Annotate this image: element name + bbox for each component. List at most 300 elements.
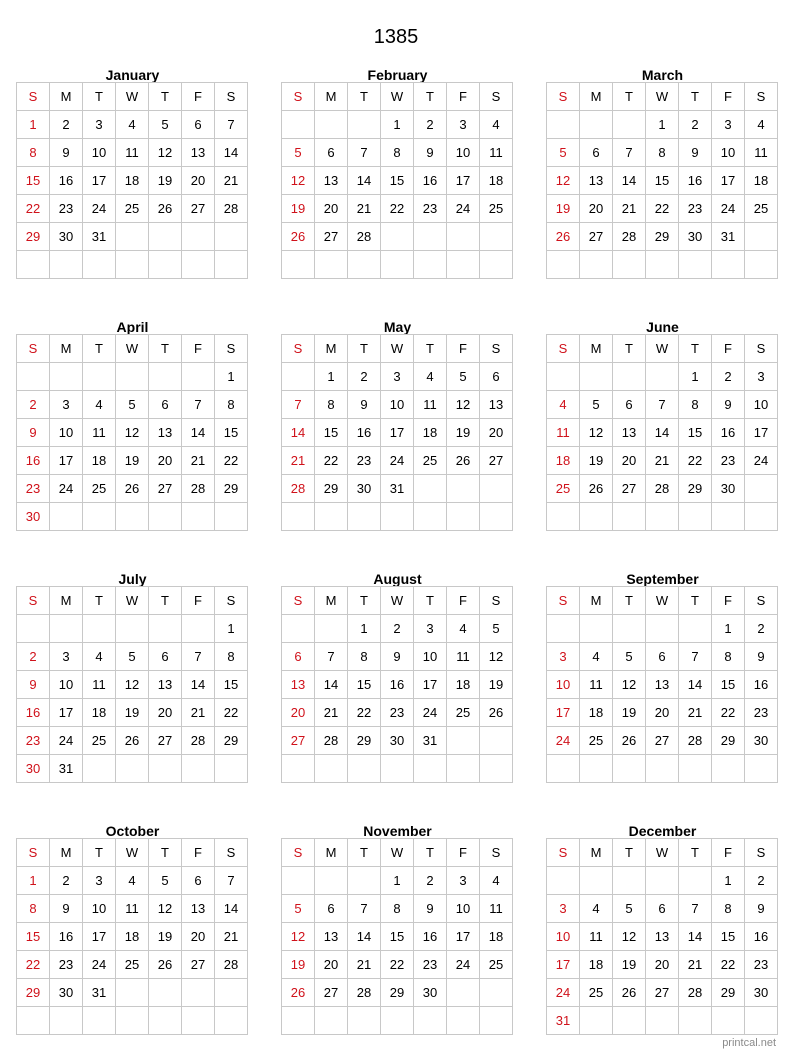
day-cell: 1 <box>215 615 248 643</box>
month-name: June <box>646 319 679 335</box>
weekday-header: W <box>116 335 149 363</box>
day-cell: 1 <box>646 111 679 139</box>
day-cell: 9 <box>348 391 381 419</box>
day-cell: 17 <box>712 167 745 195</box>
day-cell: 1 <box>348 615 381 643</box>
empty-day-cell <box>182 1007 215 1035</box>
month-table <box>546 334 778 531</box>
day-cell: 1 <box>381 867 414 895</box>
day-cell: 26 <box>116 727 149 755</box>
month-table <box>546 586 778 783</box>
day-cell: 18 <box>414 419 447 447</box>
month-table <box>281 334 513 531</box>
week-row <box>547 671 778 699</box>
day-cell: 30 <box>50 223 83 251</box>
empty-day-cell <box>83 615 116 643</box>
weekday-header: S <box>17 839 50 867</box>
day-cell: 23 <box>679 195 712 223</box>
day-cell: 30 <box>414 979 447 1007</box>
weekday-header: F <box>447 83 480 111</box>
empty-day-cell <box>182 223 215 251</box>
empty-day-cell <box>116 363 149 391</box>
weekday-header: T <box>83 335 116 363</box>
empty-day-cell <box>547 363 580 391</box>
day-cell: 31 <box>83 979 116 1007</box>
empty-day-cell <box>447 979 480 1007</box>
day-cell: 8 <box>381 139 414 167</box>
empty-day-cell <box>745 755 778 783</box>
day-cell: 1 <box>315 363 348 391</box>
day-cell: 5 <box>447 363 480 391</box>
day-cell: 25 <box>83 475 116 503</box>
weekday-header: S <box>745 839 778 867</box>
day-cell: 9 <box>745 643 778 671</box>
day-cell: 22 <box>215 699 248 727</box>
day-cell: 8 <box>215 391 248 419</box>
day-cell: 15 <box>348 671 381 699</box>
weekday-header: M <box>580 587 613 615</box>
day-cell: 29 <box>712 727 745 755</box>
week-row <box>282 1007 513 1035</box>
empty-day-cell <box>447 1007 480 1035</box>
day-cell: 5 <box>613 895 646 923</box>
day-cell: 2 <box>50 111 83 139</box>
day-cell: 30 <box>17 503 50 531</box>
week-row <box>282 643 513 671</box>
empty-day-cell <box>414 1007 447 1035</box>
day-cell: 6 <box>282 643 315 671</box>
weekday-header: F <box>182 587 215 615</box>
day-cell: 22 <box>646 195 679 223</box>
day-cell: 17 <box>381 419 414 447</box>
week-row <box>547 503 778 531</box>
day-cell: 4 <box>480 867 513 895</box>
empty-day-cell <box>83 755 116 783</box>
day-cell: 20 <box>580 195 613 223</box>
day-cell: 4 <box>447 615 480 643</box>
weekday-header: T <box>414 587 447 615</box>
empty-day-cell <box>116 755 149 783</box>
day-cell: 10 <box>547 671 580 699</box>
day-cell: 1 <box>712 867 745 895</box>
day-cell: 13 <box>315 167 348 195</box>
week-row <box>17 643 248 671</box>
empty-day-cell <box>580 615 613 643</box>
empty-day-cell <box>315 615 348 643</box>
day-cell: 27 <box>580 223 613 251</box>
weekday-header: T <box>83 839 116 867</box>
empty-day-cell <box>381 503 414 531</box>
day-cell: 21 <box>282 447 315 475</box>
weekday-header: T <box>348 83 381 111</box>
day-cell: 30 <box>381 727 414 755</box>
day-cell: 18 <box>580 951 613 979</box>
empty-day-cell <box>215 979 248 1007</box>
weekday-header: M <box>315 335 348 363</box>
day-cell: 23 <box>348 447 381 475</box>
day-cell: 10 <box>447 139 480 167</box>
day-cell: 13 <box>480 391 513 419</box>
weekday-header: S <box>215 839 248 867</box>
day-cell: 10 <box>83 139 116 167</box>
day-cell: 15 <box>315 419 348 447</box>
day-cell: 16 <box>50 923 83 951</box>
day-cell: 16 <box>414 923 447 951</box>
month-name: October <box>105 823 160 839</box>
day-cell: 24 <box>712 195 745 223</box>
week-row <box>17 867 248 895</box>
day-cell: 21 <box>613 195 646 223</box>
day-cell: 13 <box>580 167 613 195</box>
day-cell: 19 <box>149 167 182 195</box>
week-row <box>282 979 513 1007</box>
day-cell: 2 <box>745 615 778 643</box>
week-row <box>547 923 778 951</box>
day-cell: 12 <box>116 671 149 699</box>
weekday-header: S <box>282 839 315 867</box>
day-cell: 14 <box>282 419 315 447</box>
day-cell: 19 <box>613 951 646 979</box>
day-cell: 2 <box>17 391 50 419</box>
day-cell: 27 <box>315 979 348 1007</box>
day-cell: 27 <box>315 223 348 251</box>
weekday-header: F <box>447 335 480 363</box>
day-cell: 25 <box>116 951 149 979</box>
week-row <box>17 111 248 139</box>
empty-day-cell <box>480 727 513 755</box>
week-row <box>282 755 513 783</box>
day-cell: 5 <box>282 895 315 923</box>
empty-day-cell <box>745 251 778 279</box>
weekday-header: T <box>414 839 447 867</box>
day-cell: 21 <box>679 699 712 727</box>
week-row <box>17 951 248 979</box>
month-name: November <box>363 823 432 839</box>
month-table <box>546 82 778 279</box>
empty-day-cell <box>149 1007 182 1035</box>
day-cell: 26 <box>282 223 315 251</box>
empty-day-cell <box>414 251 447 279</box>
day-cell: 30 <box>17 755 50 783</box>
day-cell: 20 <box>282 699 315 727</box>
day-cell: 12 <box>580 419 613 447</box>
month-table <box>546 838 778 1035</box>
day-cell: 19 <box>613 699 646 727</box>
day-cell: 21 <box>679 951 712 979</box>
day-cell: 26 <box>613 727 646 755</box>
week-row <box>547 1007 778 1035</box>
empty-day-cell <box>447 727 480 755</box>
day-cell: 9 <box>50 139 83 167</box>
day-cell: 17 <box>447 167 480 195</box>
day-cell: 9 <box>50 895 83 923</box>
day-cell: 14 <box>679 671 712 699</box>
empty-day-cell <box>712 755 745 783</box>
day-cell: 3 <box>447 867 480 895</box>
day-cell: 18 <box>480 167 513 195</box>
day-cell: 8 <box>17 895 50 923</box>
week-row <box>547 363 778 391</box>
day-cell: 15 <box>17 923 50 951</box>
day-cell: 25 <box>480 195 513 223</box>
day-cell: 30 <box>745 979 778 1007</box>
empty-day-cell <box>580 867 613 895</box>
day-cell: 20 <box>646 951 679 979</box>
weekday-header: S <box>17 587 50 615</box>
day-cell: 18 <box>745 167 778 195</box>
week-row <box>17 475 248 503</box>
weekday-header: F <box>712 335 745 363</box>
day-cell: 17 <box>414 671 447 699</box>
empty-day-cell <box>679 251 712 279</box>
day-cell: 29 <box>679 475 712 503</box>
empty-day-cell <box>282 867 315 895</box>
week-row <box>547 475 778 503</box>
weekday-header-row <box>17 587 248 615</box>
weekday-header: W <box>646 839 679 867</box>
weekday-header: T <box>679 839 712 867</box>
week-row <box>17 755 248 783</box>
day-cell: 28 <box>182 475 215 503</box>
day-cell: 17 <box>745 419 778 447</box>
month-table <box>16 82 248 279</box>
empty-day-cell <box>712 1007 745 1035</box>
week-row <box>282 923 513 951</box>
day-cell: 3 <box>547 895 580 923</box>
day-cell: 23 <box>50 195 83 223</box>
day-cell: 11 <box>116 139 149 167</box>
day-cell: 22 <box>17 951 50 979</box>
day-cell: 26 <box>613 979 646 1007</box>
day-cell: 9 <box>414 139 447 167</box>
weekday-header: S <box>547 587 580 615</box>
day-cell: 10 <box>50 671 83 699</box>
week-row <box>17 503 248 531</box>
day-cell: 7 <box>315 643 348 671</box>
empty-day-cell <box>613 867 646 895</box>
empty-day-cell <box>50 251 83 279</box>
weekday-header: S <box>547 839 580 867</box>
empty-day-cell <box>447 475 480 503</box>
month-name: March <box>641 67 684 83</box>
day-cell: 14 <box>215 895 248 923</box>
day-cell: 14 <box>679 923 712 951</box>
day-cell: 26 <box>447 447 480 475</box>
day-cell: 11 <box>116 895 149 923</box>
weekday-header: F <box>447 839 480 867</box>
day-cell: 8 <box>215 643 248 671</box>
day-cell: 10 <box>83 895 116 923</box>
day-cell: 9 <box>745 895 778 923</box>
day-cell: 31 <box>83 223 116 251</box>
week-row <box>282 167 513 195</box>
day-cell: 11 <box>83 671 116 699</box>
weekday-header: S <box>17 83 50 111</box>
empty-day-cell <box>83 251 116 279</box>
weekday-header: M <box>580 83 613 111</box>
day-cell: 5 <box>480 615 513 643</box>
empty-day-cell <box>149 615 182 643</box>
weekday-header: W <box>646 335 679 363</box>
week-row <box>282 895 513 923</box>
day-cell: 19 <box>447 419 480 447</box>
day-cell: 13 <box>646 671 679 699</box>
week-row <box>547 895 778 923</box>
day-cell: 10 <box>447 895 480 923</box>
weekday-header: T <box>613 839 646 867</box>
day-cell: 10 <box>50 419 83 447</box>
day-cell: 23 <box>414 195 447 223</box>
day-cell: 21 <box>348 195 381 223</box>
day-cell: 24 <box>381 447 414 475</box>
week-row <box>17 671 248 699</box>
empty-day-cell <box>116 979 149 1007</box>
empty-day-cell <box>480 475 513 503</box>
weekday-header: T <box>348 587 381 615</box>
day-cell: 18 <box>480 923 513 951</box>
day-cell: 13 <box>613 419 646 447</box>
day-cell: 5 <box>149 867 182 895</box>
day-cell: 19 <box>580 447 613 475</box>
day-cell: 3 <box>50 391 83 419</box>
day-cell: 11 <box>580 923 613 951</box>
day-cell: 27 <box>149 475 182 503</box>
empty-day-cell <box>547 755 580 783</box>
empty-day-cell <box>182 615 215 643</box>
week-row <box>547 867 778 895</box>
day-cell: 16 <box>745 923 778 951</box>
day-cell: 14 <box>348 923 381 951</box>
day-cell: 30 <box>679 223 712 251</box>
day-cell: 27 <box>282 727 315 755</box>
day-cell: 24 <box>50 475 83 503</box>
empty-day-cell <box>480 979 513 1007</box>
day-cell: 29 <box>215 727 248 755</box>
day-cell: 12 <box>480 643 513 671</box>
week-row <box>282 251 513 279</box>
day-cell: 11 <box>480 139 513 167</box>
empty-day-cell <box>613 251 646 279</box>
day-cell: 29 <box>315 475 348 503</box>
day-cell: 6 <box>182 867 215 895</box>
week-row <box>547 391 778 419</box>
day-cell: 19 <box>282 951 315 979</box>
empty-day-cell <box>613 615 646 643</box>
day-cell: 28 <box>215 195 248 223</box>
empty-day-cell <box>315 755 348 783</box>
empty-day-cell <box>679 503 712 531</box>
week-row <box>17 447 248 475</box>
day-cell: 20 <box>149 447 182 475</box>
empty-day-cell <box>480 223 513 251</box>
day-cell: 17 <box>447 923 480 951</box>
day-cell: 26 <box>480 699 513 727</box>
day-cell: 12 <box>282 167 315 195</box>
day-cell: 10 <box>547 923 580 951</box>
day-cell: 14 <box>613 167 646 195</box>
weekday-header: F <box>182 839 215 867</box>
empty-day-cell <box>182 251 215 279</box>
day-cell: 6 <box>646 895 679 923</box>
day-cell: 23 <box>17 475 50 503</box>
day-cell: 1 <box>679 363 712 391</box>
day-cell: 1 <box>381 111 414 139</box>
empty-day-cell <box>149 503 182 531</box>
week-row <box>547 223 778 251</box>
empty-day-cell <box>215 503 248 531</box>
day-cell: 2 <box>712 363 745 391</box>
day-cell: 16 <box>17 699 50 727</box>
empty-day-cell <box>83 1007 116 1035</box>
month-name: July <box>118 571 147 587</box>
day-cell: 3 <box>381 363 414 391</box>
day-cell: 8 <box>646 139 679 167</box>
day-cell: 1 <box>215 363 248 391</box>
weekday-header: T <box>679 83 712 111</box>
weekday-header: T <box>348 335 381 363</box>
empty-day-cell <box>215 755 248 783</box>
empty-day-cell <box>282 755 315 783</box>
empty-day-cell <box>646 755 679 783</box>
day-cell: 20 <box>315 951 348 979</box>
empty-day-cell <box>116 1007 149 1035</box>
week-row <box>17 979 248 1007</box>
week-row <box>17 139 248 167</box>
day-cell: 2 <box>414 867 447 895</box>
day-cell: 28 <box>282 475 315 503</box>
day-cell: 4 <box>414 363 447 391</box>
day-cell: 13 <box>315 923 348 951</box>
day-cell: 31 <box>547 1007 580 1035</box>
day-cell: 24 <box>547 979 580 1007</box>
empty-day-cell <box>712 251 745 279</box>
weekday-header-row <box>547 587 778 615</box>
week-row <box>17 727 248 755</box>
day-cell: 24 <box>414 699 447 727</box>
week-row <box>282 391 513 419</box>
day-cell: 8 <box>712 643 745 671</box>
week-row <box>282 475 513 503</box>
empty-day-cell <box>646 867 679 895</box>
day-cell: 6 <box>315 139 348 167</box>
empty-day-cell <box>447 503 480 531</box>
day-cell: 27 <box>613 475 646 503</box>
week-row <box>547 755 778 783</box>
day-cell: 28 <box>182 727 215 755</box>
day-cell: 28 <box>215 951 248 979</box>
empty-day-cell <box>83 363 116 391</box>
day-cell: 28 <box>613 223 646 251</box>
day-cell: 17 <box>50 447 83 475</box>
day-cell: 26 <box>149 195 182 223</box>
weekday-header: F <box>447 587 480 615</box>
empty-day-cell <box>613 111 646 139</box>
day-cell: 15 <box>712 671 745 699</box>
day-cell: 5 <box>116 643 149 671</box>
empty-day-cell <box>580 1007 613 1035</box>
empty-day-cell <box>447 251 480 279</box>
weekday-header: M <box>50 587 83 615</box>
day-cell: 27 <box>182 195 215 223</box>
day-cell: 2 <box>414 111 447 139</box>
empty-day-cell <box>182 979 215 1007</box>
day-cell: 6 <box>646 643 679 671</box>
empty-day-cell <box>547 503 580 531</box>
day-cell: 13 <box>646 923 679 951</box>
day-cell: 22 <box>381 951 414 979</box>
day-cell: 22 <box>215 447 248 475</box>
empty-day-cell <box>480 503 513 531</box>
